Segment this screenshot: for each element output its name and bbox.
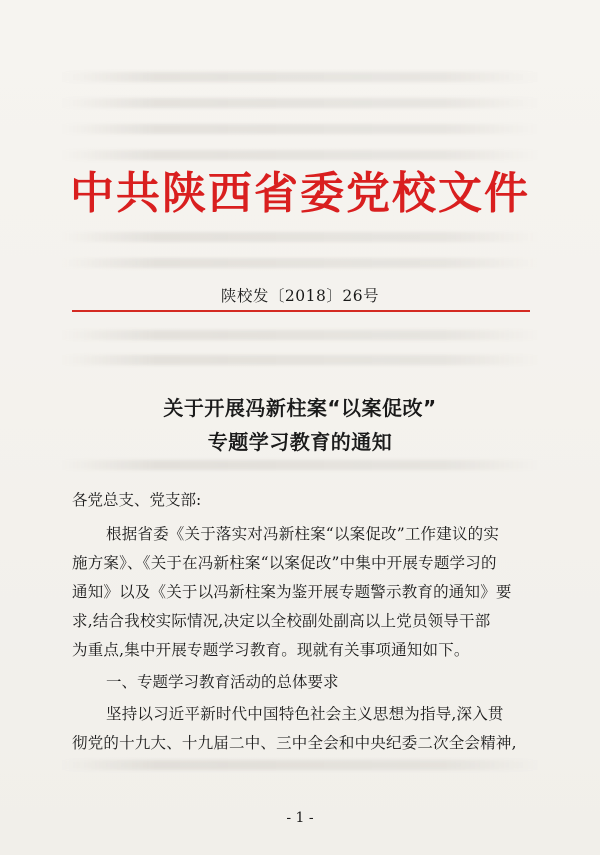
- document-title-line-1: 关于开展冯新柱案“以案促改”: [163, 396, 437, 420]
- red-separator-rule: [72, 310, 530, 312]
- section-heading: 一、专题学习教育活动的总体要求: [106, 673, 339, 691]
- paragraph-1-line: 通知》以及《关于以冯新柱案为鉴开展专题警示教育的通知》要: [72, 583, 512, 601]
- paragraph-2-line: 坚持以习近平新时代中国特色社会主义思想为指导,深入贯: [106, 705, 504, 723]
- document-number: 陕校发〔2018〕26号: [220, 287, 380, 305]
- bleed-through-texture: [60, 150, 540, 160]
- document-title-line-2: 专题学习教育的通知: [207, 430, 393, 454]
- paragraph-1-line: 求,结合我校实际情况,决定以全校副处副高以上党员领导干部: [72, 612, 491, 630]
- bleed-through-texture: [60, 330, 540, 340]
- paragraph-1-line: 根据省委《关于落实对冯新柱案“以案促改”工作建议的实: [106, 525, 500, 543]
- salutation: 各党总支、党支部:: [72, 491, 202, 509]
- bleed-through-texture: [60, 232, 540, 242]
- paragraph-1-line: 为重点,集中开展专题学习教育。现就有关事项通知如下。: [72, 641, 470, 659]
- paragraph-1-line: 施方案》、《关于在冯新柱案“以案促改”中集中开展专题学习的: [72, 554, 497, 572]
- bleed-through-texture: [60, 72, 540, 82]
- bleed-through-texture: [60, 98, 540, 108]
- bleed-through-texture: [60, 760, 540, 770]
- page-number: - 1 -: [286, 810, 314, 826]
- bleed-through-texture: [60, 355, 540, 365]
- paragraph-2-line: 彻党的十九大、十九届二中、三中全会和中央纪委二次全会精神,: [72, 734, 517, 752]
- bleed-through-texture: [60, 460, 540, 470]
- document-masthead: 中共陕西省委党校文件: [70, 168, 530, 219]
- bleed-through-texture: [60, 258, 540, 268]
- bleed-through-texture: [60, 124, 540, 134]
